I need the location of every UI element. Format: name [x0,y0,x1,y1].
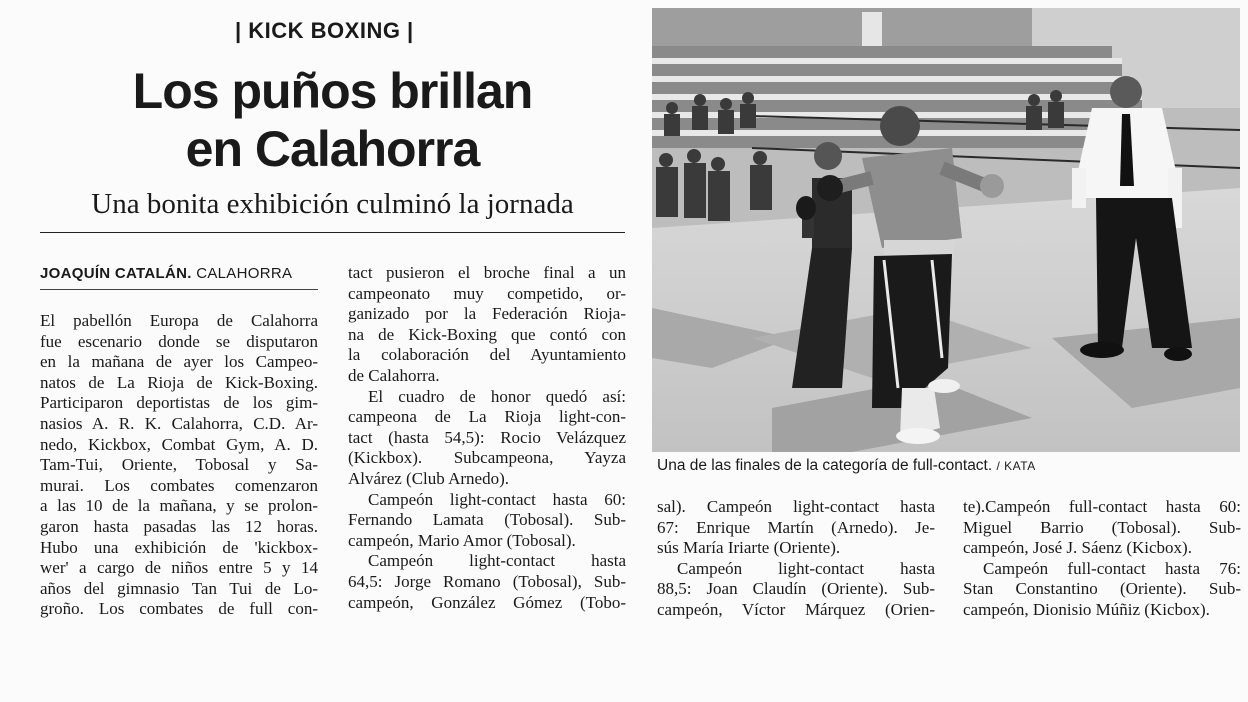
byline-place: CALAHORRA [196,265,293,282]
news-photo [652,8,1240,452]
text-line: Fernando Lamata (Tobosal). Sub- [348,510,626,530]
text-line: El cuadro de honor quedó así: [368,386,626,406]
text-line: campeón, Víctor Márquez (Orien- [657,599,935,619]
text-line: 64,5: Jorge Romano (Tobosal), Sub- [348,571,626,591]
photo-credit: / KATA [996,459,1036,473]
text-line: 88,5: Joan Claudín (Oriente). Sub- [657,579,935,599]
text-line: campeona de La Rioja light-con- [348,407,626,427]
byline [40,265,292,282]
text-line: natos de La Rioja de Kick-Boxing. [40,372,318,392]
text-line: campeonato muy competido, or- [348,283,626,303]
text-line: Stan Constantino (Oriente). Sub- [963,579,1241,599]
headline-line-1: Los puños brillan [132,63,533,119]
headline-rule [40,232,625,233]
text-line: Tam-Tui, Oriente, Tobosal y Sa- [40,455,318,475]
text-line: te).Campeón full-contact hasta 60: [963,497,1241,516]
text-line: campeón, José J. Sáenz (Kicbox). [963,538,1192,558]
headline-line-2: en Calahorra [185,121,480,177]
text-line: Campeón full-contact hasta 76: [983,558,1241,578]
text-line: la colaboración del Ayuntamiento [348,345,626,365]
section-label: | KICK BOXING | [235,18,414,43]
photo-caption [657,457,1036,475]
text-line: sal). Campeón light-contact hasta [657,497,935,516]
text-line: Campeón light-contact hasta [368,551,626,571]
text-line: sús María Iriarte (Oriente). [657,538,841,558]
article-column-4 [963,497,1241,621]
byline-rule [40,289,318,290]
kickboxing-photo-image [652,8,1240,452]
text-line: años del gimnasio Tan Tui de Lo- [40,578,318,598]
text-line: groño. Los combates de full con- [40,599,318,619]
headline [40,62,625,178]
text-line: 67: Enrique Martín (Arnedo). Je- [657,517,935,537]
text-line: Campeón light-contact hasta [677,558,935,578]
text-line: nedo, Kickbox, Combat Gym, A. D. [40,434,318,454]
article-column-2 [348,263,626,613]
article-column-1 [40,311,318,620]
text-line: Campeón light-contact hasta 60: [368,489,626,509]
text-line: na de Kick-Boxing que contó con [348,324,626,344]
text-line: garon hasta pasadas las 12 horas. [40,516,318,536]
text-line: El pabellón Europa de Calahorra [40,311,318,330]
text-line: de Calahorra. [348,365,440,385]
text-line: campeón, Mario Amor (Tobosal). [348,530,576,550]
subheadline: Una bonita exhibición culminó la jornada [91,188,574,220]
byline-author: JOAQUÍN CATALÁN. [40,265,192,282]
text-line: (Kickbox). Subcampeona, Yayza [348,448,626,468]
text-line: a las 10 de la mañana, y se prolon- [40,496,318,516]
text-line: Hubo una exhibición de 'kickbox- [40,537,318,557]
text-line: tact (hasta 54,5): Rocio Velázquez [348,427,626,447]
text-line: wer' a cargo de niños entre 5 y 14 [40,558,318,578]
caption-text: Una de las finales de la categoría de full-contact. [657,457,993,474]
text-line: campeón, Dionisio Múñiz (Kicbox). [963,599,1210,619]
text-line: fue escenario donde se disputaron [40,331,318,351]
text-line: Miguel Barrio (Tobosal). Sub- [963,517,1241,537]
text-line: en la mañana de ayer los Campeo- [40,352,318,372]
text-line: Participaron deportistas de los gim- [40,393,318,413]
text-line: Alvárez (Club Arnedo). [348,468,509,488]
text-line: murai. Los combates comenzaron [40,475,318,495]
text-line: tact pusieron el broche final a un [348,263,626,282]
text-line: campeón, González Gómez (Tobo- [348,592,626,612]
text-line: ganizado por la Federación Rioja- [348,304,626,324]
article-column-3 [657,497,935,621]
text-line: nasios A. R. K. Calahorra, C.D. Ar- [40,413,318,433]
